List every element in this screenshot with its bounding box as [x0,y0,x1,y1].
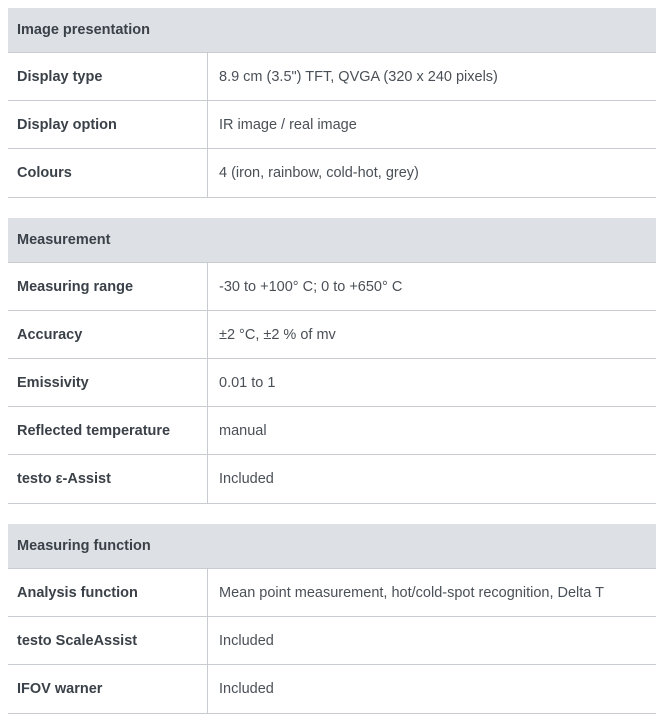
table-row-measuring-range [8,263,656,311]
row-label: Display option [8,101,208,148]
table-row-accuracy [8,311,656,359]
row-label: IFOV warner [8,665,208,713]
row-value: 0.01 to 1 [219,374,276,391]
row-label: Reflected temperature [8,407,208,454]
row-label: Colours [8,149,208,197]
row-label: Analysis function [8,569,208,616]
row-value: Included [219,471,274,487]
section-title: Measurement [8,218,656,263]
row-label: testo ε-Assist [8,455,208,503]
table-row-colours [8,149,656,197]
row-label: Measuring range [8,263,208,310]
row-value: Included [219,681,274,697]
row-label: Accuracy [8,311,208,358]
row-label: testo ScaleAssist [8,617,208,664]
table-row-emissivity [8,359,656,407]
row-value: 4 (iron, rainbow, cold-hot, grey) [219,165,419,181]
table-row-display-option [8,101,656,149]
table-row-analysis-function [8,569,656,617]
row-value: IR image / real image [219,116,357,133]
table-row-ifov-warner [8,665,656,713]
table-row-scaleassist [8,617,656,665]
row-value: manual [219,422,267,439]
section-title: Measuring function [8,524,656,569]
table-row-display-type [8,53,656,101]
table-row-e-assist [8,455,656,503]
section-title: Image presentation [8,8,656,53]
row-value: ±2 °C, ±2 % of mv [219,326,336,343]
row-label: Emissivity [8,359,208,406]
section-image-presentation [8,8,656,198]
row-value: Mean point measurement, hot/cold-spot recognition, Delta T [219,584,604,601]
section-measurement [8,218,656,504]
table-row-reflected-temperature [8,407,656,455]
row-value: -30 to +100° C; 0 to +650° C [219,278,403,295]
row-value: Included [219,632,274,649]
row-value: 8.9 cm (3.5") TFT, QVGA (320 x 240 pixels) [219,68,498,85]
row-label: Display type [8,53,208,100]
section-measuring-function [8,524,656,714]
